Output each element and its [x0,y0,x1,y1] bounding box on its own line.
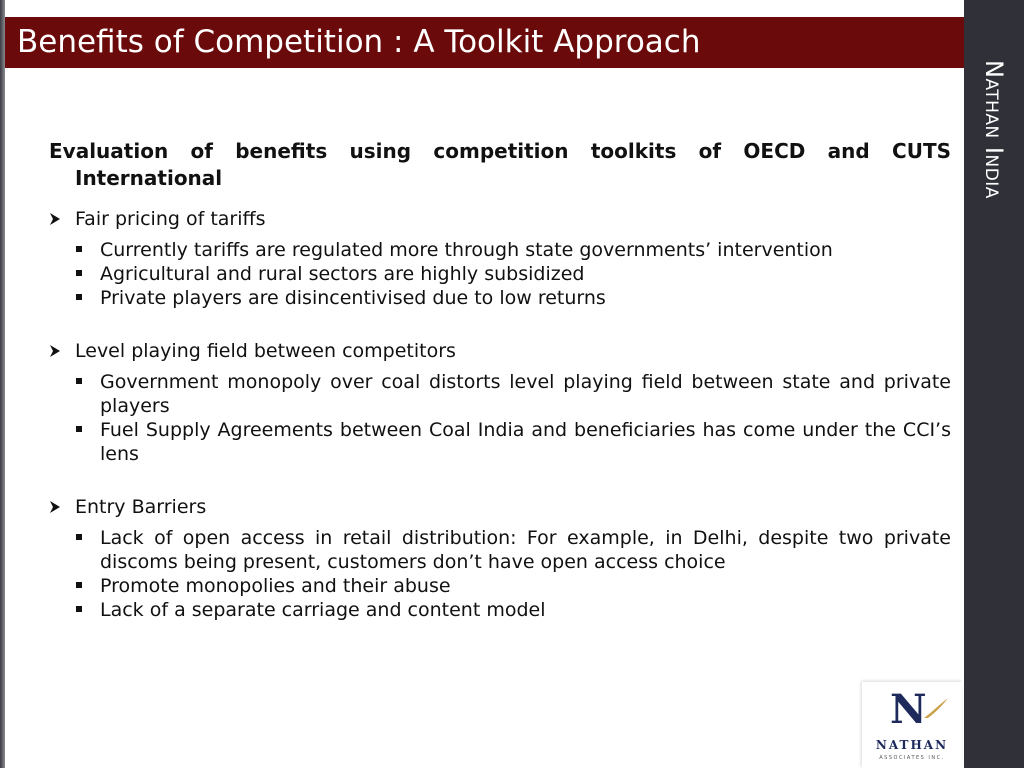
side-title-text: Nathan India [980,60,1008,199]
title-bar [5,17,964,68]
list-item [100,598,951,622]
list-item [100,418,951,466]
list-item-text: Lack of open access in retail distribution: For example, in Delhi, despite two private discoms being present, customers don’t have open access choice [100,527,951,573]
section-label [49,494,951,520]
section-entry-barriers [49,494,951,622]
content-heading: Evaluation of benefits using competition toolkits of OECD and CUTS International [49,139,951,190]
slide-title: Benefits of Competition : A Toolkit Approach [17,24,701,60]
logo-name: NATHAN [875,738,949,752]
arrowhead-bullet-icon [49,206,65,232]
square-bullet-icon [76,378,82,384]
side-title [964,60,1024,260]
logo-subtitle: ASSOCIATES INC. [879,755,945,761]
bullet-list [49,526,951,622]
list-item [100,262,951,286]
list-item [100,526,951,574]
logo-swoosh-icon [922,696,950,720]
list-item [100,370,951,418]
slide-content [49,138,951,622]
list-item [100,286,951,310]
bullet-list [49,370,951,466]
list-item-text: Fuel Supply Agreements between Coal India and beneficiaries has come under the CCI’s lens [100,419,951,465]
list-item-text: Promote monopolies and their abuse [100,575,451,597]
list-item [100,238,951,262]
square-bullet-icon [76,582,82,588]
section-label-text: Level playing field between competitors [75,340,456,362]
section-label-text: Entry Barriers [75,496,207,518]
section-fair-pricing [49,206,951,310]
list-item-text: Agricultural and rural sectors are highly subsidized [100,263,585,285]
square-bullet-icon [76,294,82,300]
nathan-logo [862,682,962,768]
list-item-text: Government monopoly over coal distorts level playing field between state and private players [100,371,951,417]
logo-mark: N [890,686,927,733]
square-bullet-icon [76,270,82,276]
section-label [49,206,951,232]
arrowhead-bullet-icon [49,338,65,364]
arrowhead-bullet-icon [49,494,65,520]
list-item-text: Currently tariffs are regulated more through state governments’ intervention [100,239,833,261]
bullet-list [49,238,951,310]
list-item-text: Private players are disincentivised due to low returns [100,287,606,309]
list-item [100,574,951,598]
section-label [49,338,951,364]
section-level-playing-field [49,338,951,466]
slide-left-edge [0,0,5,768]
section-label-text: Fair pricing of tariffs [75,208,266,230]
square-bullet-icon [76,606,82,612]
square-bullet-icon [76,246,82,252]
square-bullet-icon [76,426,82,432]
square-bullet-icon [76,534,82,540]
list-item-text: Lack of a separate carriage and content model [100,599,546,621]
